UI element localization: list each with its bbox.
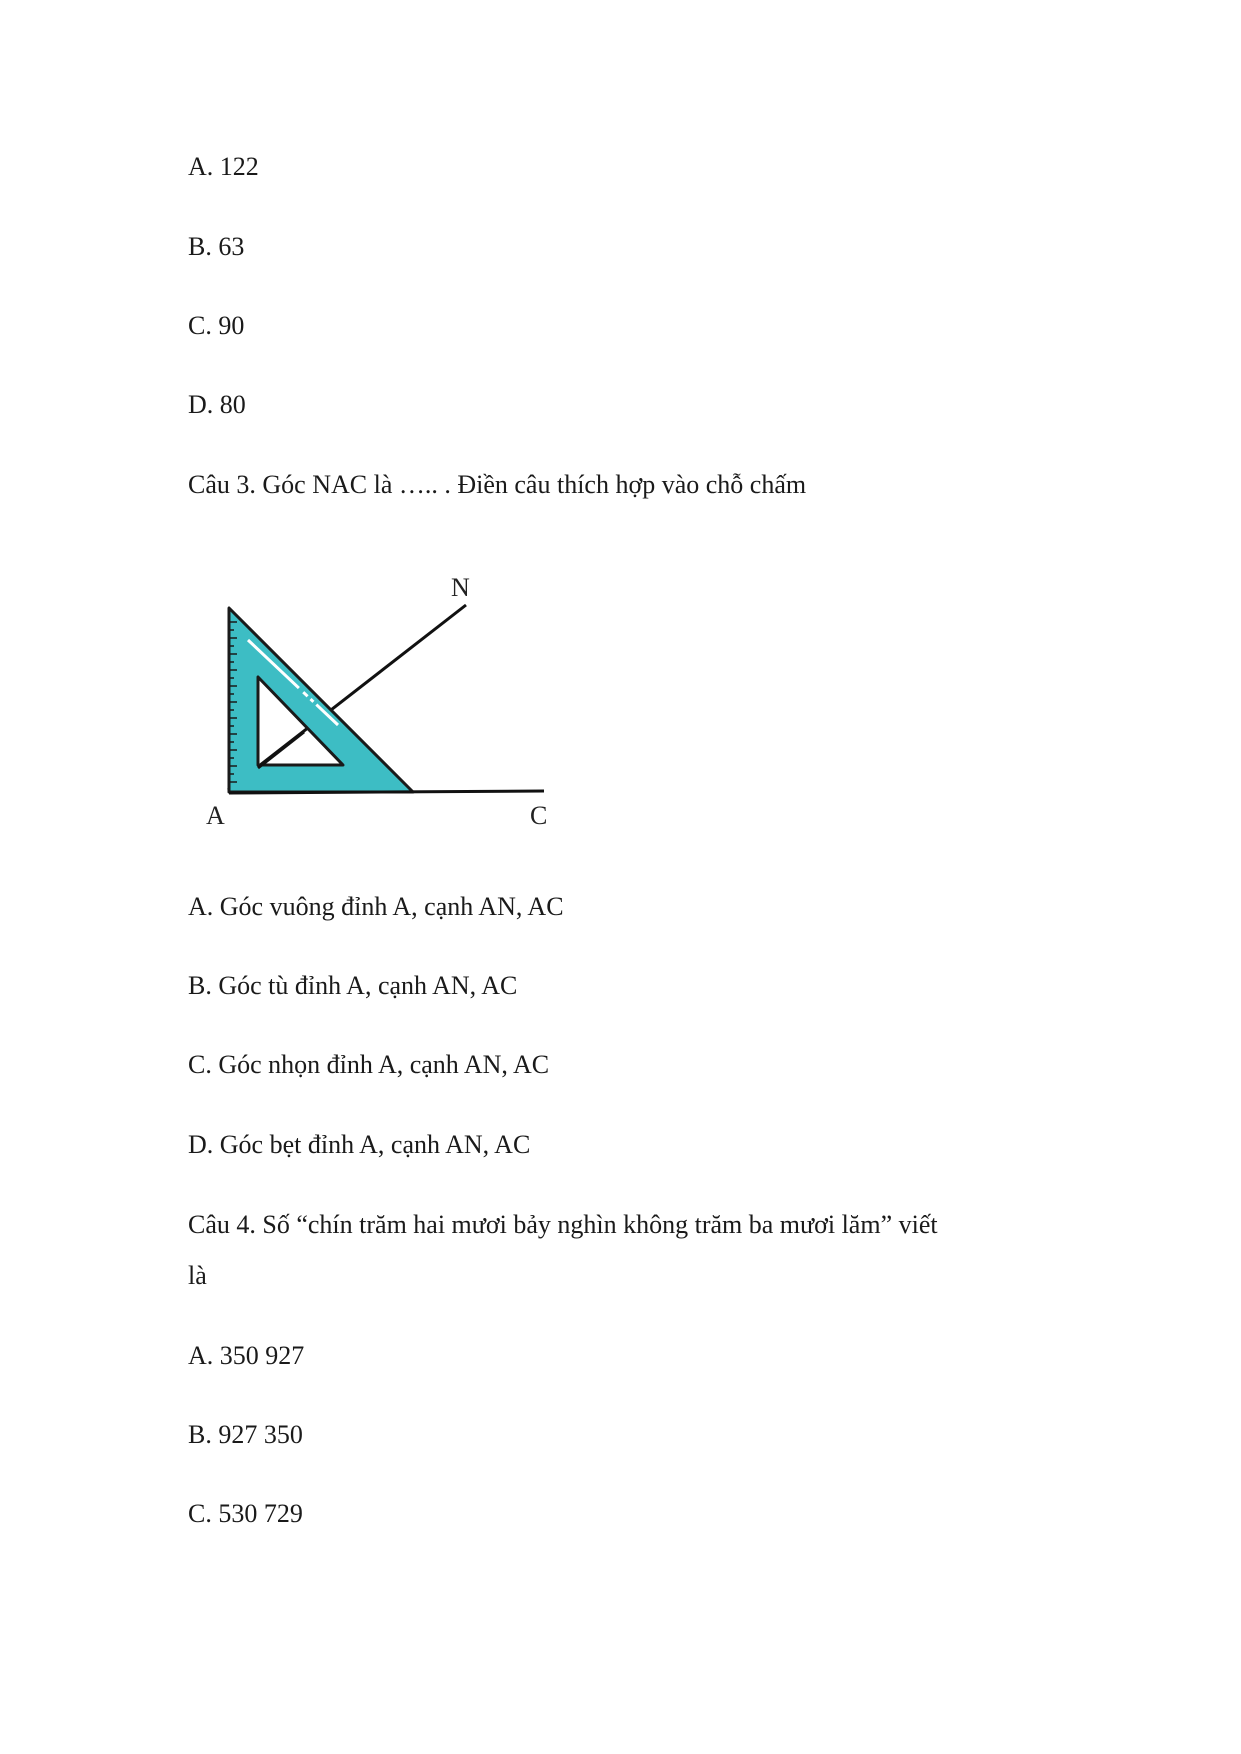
set-square xyxy=(229,608,413,792)
ray-ac xyxy=(229,791,544,793)
q4-question-line2: là xyxy=(188,1261,207,1290)
q4-option-b: B. 927 350 xyxy=(188,1420,303,1449)
q3-option-d: D. Góc bẹt đỉnh A, cạnh AN, AC xyxy=(188,1130,531,1159)
q2-option-b: B. 63 xyxy=(188,232,245,261)
q4-option-c: C. 530 729 xyxy=(188,1499,303,1528)
q4-option-a: A. 350 927 xyxy=(188,1341,305,1370)
q3-question: Câu 3. Góc NAC là ….. . Điền câu thích hợp vào chỗ chấm xyxy=(188,470,807,499)
angle-figure xyxy=(188,560,588,840)
q3-option-c: C. Góc nhọn đỉnh A, cạnh AN, AC xyxy=(188,1050,550,1079)
angle-diagram xyxy=(188,560,588,840)
label-a: A xyxy=(206,801,225,830)
q2-option-c: C. 90 xyxy=(188,311,245,340)
q2-option-a: A. 122 xyxy=(188,152,259,181)
label-c: C xyxy=(530,801,548,830)
ray-an-inner xyxy=(258,732,304,768)
q3-option-a: A. Góc vuông đỉnh A, cạnh AN, AC xyxy=(188,892,564,921)
q3-option-b: B. Góc tù đỉnh A, cạnh AN, AC xyxy=(188,971,518,1000)
q4-question-line1: Câu 4. Số “chín trăm hai mươi bảy nghìn không trăm ba mươi lăm” viết xyxy=(188,1210,938,1239)
q2-option-d: D. 80 xyxy=(188,390,246,419)
label-n: N xyxy=(451,573,470,602)
